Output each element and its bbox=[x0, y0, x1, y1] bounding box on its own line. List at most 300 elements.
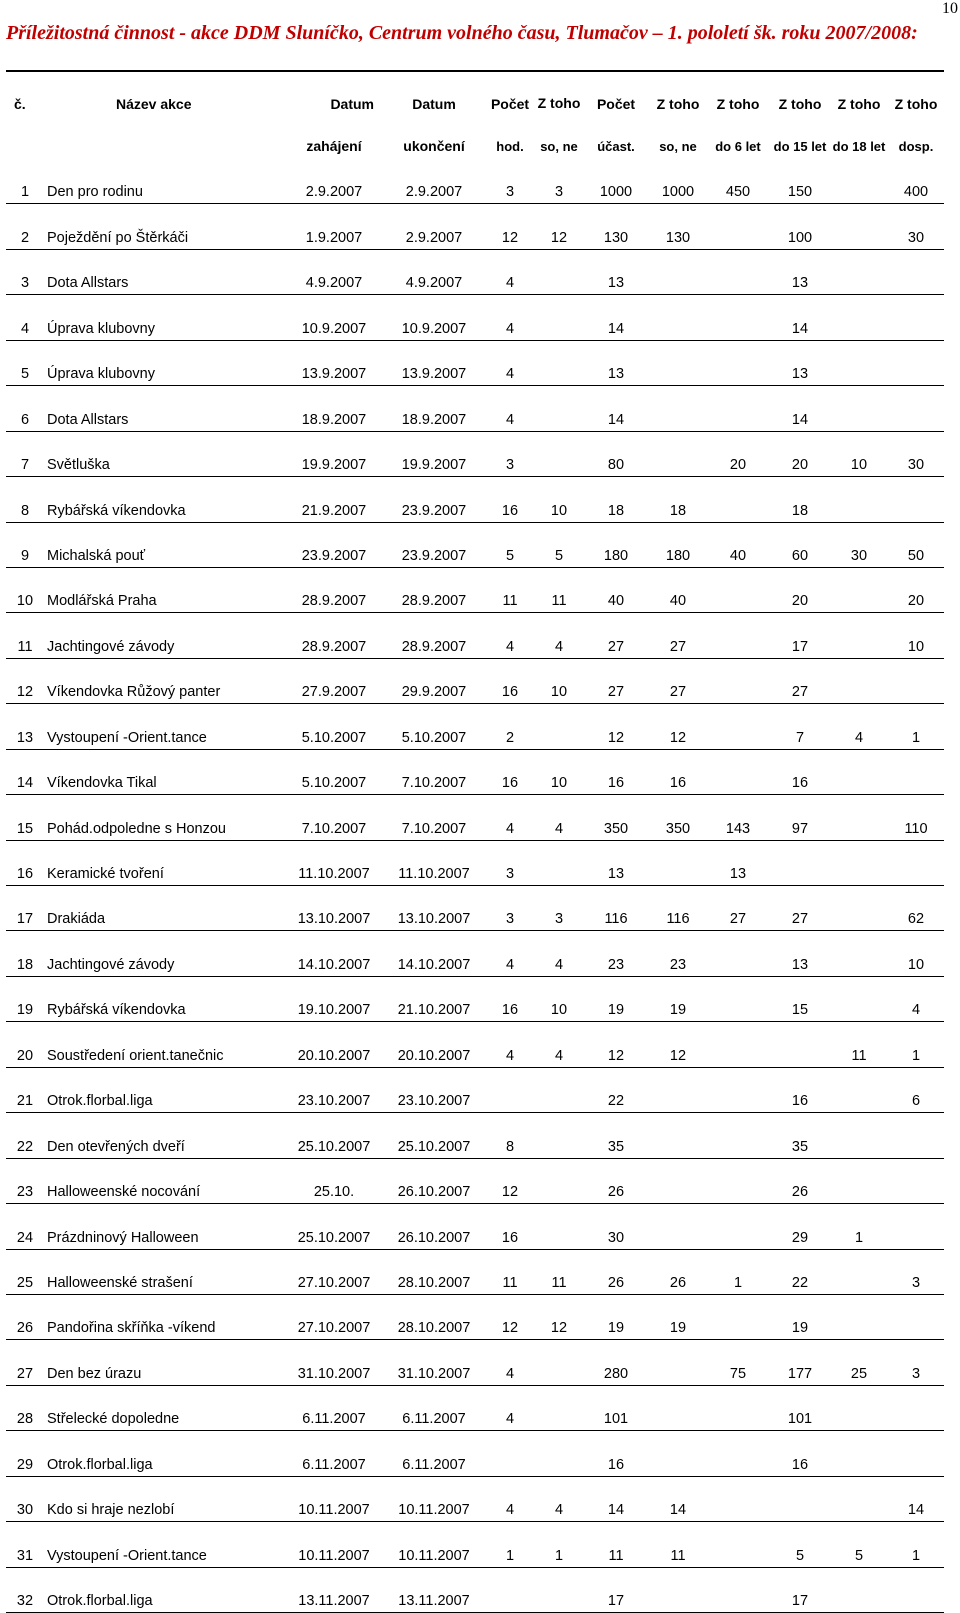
col-hours: 11 bbox=[484, 567, 536, 612]
col-weekend: 11 bbox=[536, 567, 582, 612]
col-weekend: 5 bbox=[536, 522, 582, 567]
col-under15: 101 bbox=[770, 1385, 830, 1430]
col-under18: 4 bbox=[830, 704, 888, 749]
col-start-date: 6.11.2007 bbox=[284, 1431, 384, 1476]
col-event-name: Den otevřených dveří bbox=[44, 1113, 284, 1158]
col-start-date: 27.9.2007 bbox=[284, 658, 384, 703]
header-col-under18: Z toho bbox=[830, 71, 888, 115]
col-hours: 3 bbox=[484, 431, 536, 476]
col-participants: 130 bbox=[582, 204, 650, 249]
col-start-date: 23.10.2007 bbox=[284, 1067, 384, 1112]
col-under15: 150 bbox=[770, 159, 830, 204]
col-under18 bbox=[830, 1249, 888, 1294]
header-col-event-name: Název akce bbox=[44, 71, 284, 115]
col-weekend: 4 bbox=[536, 931, 582, 976]
col-start-date: 5.10.2007 bbox=[284, 749, 384, 794]
col-weekend bbox=[536, 431, 582, 476]
col-adults bbox=[888, 658, 944, 703]
col-number: 19 bbox=[6, 976, 44, 1021]
col-hours: 8 bbox=[484, 1113, 536, 1158]
col-hours: 12 bbox=[484, 204, 536, 249]
col-adults: 14 bbox=[888, 1476, 944, 1521]
col-participants: 116 bbox=[582, 886, 650, 931]
col-adults bbox=[888, 1567, 944, 1612]
col-under6 bbox=[706, 204, 770, 249]
col-participants: 27 bbox=[582, 658, 650, 703]
col-weekend bbox=[536, 840, 582, 885]
col-event-name: Vystoupení -Orient.tance bbox=[44, 704, 284, 749]
col-adults: 20 bbox=[888, 567, 944, 612]
col-hours: 16 bbox=[484, 477, 536, 522]
col-under18 bbox=[830, 795, 888, 840]
col-participants-weekend: 40 bbox=[650, 567, 706, 612]
col-hours: 4 bbox=[484, 1340, 536, 1385]
col-number: 21 bbox=[6, 1067, 44, 1112]
col-start-date: 6.11.2007 bbox=[284, 1385, 384, 1430]
col-adults: 1 bbox=[888, 704, 944, 749]
col-weekend bbox=[536, 1113, 582, 1158]
events-table-container bbox=[6, 70, 944, 1613]
col-number: 5 bbox=[6, 340, 44, 385]
col-participants-weekend: 1000 bbox=[650, 159, 706, 204]
col-under15 bbox=[770, 1022, 830, 1067]
table-row bbox=[6, 1249, 944, 1294]
col-under6: 13 bbox=[706, 840, 770, 885]
col-event-name: Úprava klubovny bbox=[44, 295, 284, 340]
col-end-date: 28.10.2007 bbox=[384, 1294, 484, 1339]
col-adults: 3 bbox=[888, 1249, 944, 1294]
col-weekend bbox=[536, 1567, 582, 1612]
col-participants-weekend bbox=[650, 1340, 706, 1385]
col-under18 bbox=[830, 477, 888, 522]
col-event-name: Pohád.odpoledne s Honzou bbox=[44, 795, 284, 840]
col-under15: 14 bbox=[770, 295, 830, 340]
col-under6 bbox=[706, 1113, 770, 1158]
col-under6 bbox=[706, 1567, 770, 1612]
header-col-under15: do 15 let bbox=[773, 139, 827, 154]
col-event-name: Halloweenské nocování bbox=[44, 1158, 284, 1203]
col-event-name: Dota Allstars bbox=[44, 386, 284, 431]
col-number: 12 bbox=[6, 658, 44, 703]
col-under6: 20 bbox=[706, 431, 770, 476]
col-under6: 143 bbox=[706, 795, 770, 840]
col-participants: 101 bbox=[582, 1385, 650, 1430]
header-col-adults: dosp. bbox=[898, 139, 934, 154]
col-participants-weekend bbox=[650, 340, 706, 385]
col-weekend bbox=[536, 1431, 582, 1476]
col-end-date: 10.11.2007 bbox=[384, 1522, 484, 1567]
col-number: 9 bbox=[6, 522, 44, 567]
col-number: 29 bbox=[6, 1431, 44, 1476]
table-row bbox=[6, 340, 944, 385]
col-participants-weekend: 12 bbox=[650, 1022, 706, 1067]
col-weekend: 4 bbox=[536, 1476, 582, 1521]
col-start-date: 25.10.2007 bbox=[284, 1113, 384, 1158]
col-weekend: 3 bbox=[536, 159, 582, 204]
col-under18 bbox=[830, 976, 888, 1021]
col-under18 bbox=[830, 840, 888, 885]
col-start-date: 27.10.2007 bbox=[284, 1249, 384, 1294]
table-row bbox=[6, 931, 944, 976]
col-weekend: 3 bbox=[536, 886, 582, 931]
col-hours: 4 bbox=[484, 931, 536, 976]
col-end-date: 23.9.2007 bbox=[384, 522, 484, 567]
col-under18 bbox=[830, 1567, 888, 1612]
col-hours: 4 bbox=[484, 1022, 536, 1067]
col-start-date: 28.9.2007 bbox=[284, 567, 384, 612]
col-start-date: 14.10.2007 bbox=[284, 931, 384, 976]
col-under6 bbox=[706, 613, 770, 658]
col-start-date: 20.10.2007 bbox=[284, 1022, 384, 1067]
col-start-date: 10.11.2007 bbox=[284, 1522, 384, 1567]
col-number: 16 bbox=[6, 840, 44, 885]
col-under15: 26 bbox=[770, 1158, 830, 1203]
col-weekend bbox=[536, 704, 582, 749]
col-under18: 1 bbox=[830, 1204, 888, 1249]
header-col-under15: Z toho bbox=[770, 71, 830, 115]
col-adults bbox=[888, 749, 944, 794]
col-under6 bbox=[706, 658, 770, 703]
col-participants-weekend: 14 bbox=[650, 1476, 706, 1521]
col-under6: 1 bbox=[706, 1249, 770, 1294]
col-number: 10 bbox=[6, 567, 44, 612]
col-adults: 4 bbox=[888, 976, 944, 1021]
col-adults bbox=[888, 477, 944, 522]
col-under15: 97 bbox=[770, 795, 830, 840]
col-event-name: Úprava klubovny bbox=[44, 340, 284, 385]
table-row bbox=[6, 749, 944, 794]
col-under18 bbox=[830, 658, 888, 703]
col-participants-weekend bbox=[650, 1158, 706, 1203]
col-participants: 16 bbox=[582, 749, 650, 794]
col-weekend bbox=[536, 1067, 582, 1112]
table-row bbox=[6, 1522, 944, 1567]
col-number: 17 bbox=[6, 886, 44, 931]
table-row bbox=[6, 1385, 944, 1430]
col-under15: 27 bbox=[770, 886, 830, 931]
col-participants-weekend: 26 bbox=[650, 1249, 706, 1294]
events-table bbox=[6, 70, 944, 1613]
col-adults: 30 bbox=[888, 431, 944, 476]
col-participants: 14 bbox=[582, 1476, 650, 1521]
col-adults bbox=[888, 295, 944, 340]
col-start-date: 28.9.2007 bbox=[284, 613, 384, 658]
col-adults: 1 bbox=[888, 1522, 944, 1567]
col-under15: 17 bbox=[770, 1567, 830, 1612]
col-end-date: 6.11.2007 bbox=[384, 1431, 484, 1476]
col-participants-weekend: 180 bbox=[650, 522, 706, 567]
col-end-date: 13.11.2007 bbox=[384, 1567, 484, 1612]
col-end-date: 29.9.2007 bbox=[384, 658, 484, 703]
col-under6 bbox=[706, 340, 770, 385]
col-event-name: Otrok.florbal.liga bbox=[44, 1431, 284, 1476]
col-event-name: Jachtingové závody bbox=[44, 613, 284, 658]
col-number: 11 bbox=[6, 613, 44, 658]
col-start-date: 13.10.2007 bbox=[284, 886, 384, 931]
col-under18 bbox=[830, 567, 888, 612]
col-end-date: 28.9.2007 bbox=[384, 567, 484, 612]
header-col-under6: do 6 let bbox=[715, 139, 761, 154]
col-participants: 40 bbox=[582, 567, 650, 612]
col-event-name: Víkendovka Růžový panter bbox=[44, 658, 284, 703]
col-participants: 26 bbox=[582, 1249, 650, 1294]
col-under15: 100 bbox=[770, 204, 830, 249]
col-event-name: Halloweenské strašení bbox=[44, 1249, 284, 1294]
col-under15: 16 bbox=[770, 1067, 830, 1112]
col-hours: 4 bbox=[484, 295, 536, 340]
col-participants: 26 bbox=[582, 1158, 650, 1203]
table-row bbox=[6, 1340, 944, 1385]
col-hours bbox=[484, 1567, 536, 1612]
col-adults: 400 bbox=[888, 159, 944, 204]
col-event-name: Poježdění po Štěrkáči bbox=[44, 204, 284, 249]
table-row bbox=[6, 431, 944, 476]
col-participants: 23 bbox=[582, 931, 650, 976]
col-end-date: 26.10.2007 bbox=[384, 1204, 484, 1249]
col-end-date: 6.11.2007 bbox=[384, 1385, 484, 1430]
col-hours: 4 bbox=[484, 340, 536, 385]
col-event-name: Drakiáda bbox=[44, 886, 284, 931]
col-weekend bbox=[536, 1340, 582, 1385]
col-participants-weekend bbox=[650, 295, 706, 340]
col-weekend: 4 bbox=[536, 795, 582, 840]
header-col-adults: Z toho bbox=[888, 71, 944, 115]
col-hours: 3 bbox=[484, 886, 536, 931]
col-under18 bbox=[830, 931, 888, 976]
col-participants-weekend bbox=[650, 249, 706, 294]
col-under15: 19 bbox=[770, 1294, 830, 1339]
col-under6 bbox=[706, 976, 770, 1021]
col-hours: 2 bbox=[484, 704, 536, 749]
col-hours: 16 bbox=[484, 749, 536, 794]
col-number: 20 bbox=[6, 1022, 44, 1067]
header-col-hours: Počet bbox=[484, 71, 536, 115]
col-under15: 7 bbox=[770, 704, 830, 749]
col-under18 bbox=[830, 1158, 888, 1203]
col-start-date: 25.10.2007 bbox=[284, 1204, 384, 1249]
header-col-participants: Počet bbox=[582, 71, 650, 115]
col-participants-weekend bbox=[650, 431, 706, 476]
col-under15: 177 bbox=[770, 1340, 830, 1385]
table-row bbox=[6, 295, 944, 340]
col-hours: 16 bbox=[484, 976, 536, 1021]
col-weekend bbox=[536, 295, 582, 340]
table-header-row bbox=[6, 115, 944, 159]
col-hours: 4 bbox=[484, 1385, 536, 1430]
table-row bbox=[6, 1204, 944, 1249]
table-row bbox=[6, 840, 944, 885]
col-start-date: 18.9.2007 bbox=[284, 386, 384, 431]
col-end-date: 19.9.2007 bbox=[384, 431, 484, 476]
header-col-start-date: Datum bbox=[284, 71, 384, 115]
col-start-date: 19.10.2007 bbox=[284, 976, 384, 1021]
col-under15: 15 bbox=[770, 976, 830, 1021]
col-under15: 16 bbox=[770, 1431, 830, 1476]
table-row bbox=[6, 204, 944, 249]
col-end-date: 20.10.2007 bbox=[384, 1022, 484, 1067]
col-under15: 29 bbox=[770, 1204, 830, 1249]
col-participants-weekend: 23 bbox=[650, 931, 706, 976]
col-event-name: Jachtingové závody bbox=[44, 931, 284, 976]
col-event-name: Soustředení orient.tanečnic bbox=[44, 1022, 284, 1067]
header-col-end-date: ukončení bbox=[403, 138, 465, 154]
col-weekend: 4 bbox=[536, 1022, 582, 1067]
col-participants: 80 bbox=[582, 431, 650, 476]
col-adults bbox=[888, 1385, 944, 1430]
col-adults bbox=[888, 840, 944, 885]
table-row bbox=[6, 1294, 944, 1339]
col-end-date: 28.10.2007 bbox=[384, 1249, 484, 1294]
col-under6 bbox=[706, 1158, 770, 1203]
col-weekend: 11 bbox=[536, 1249, 582, 1294]
col-under18 bbox=[830, 204, 888, 249]
col-number: 13 bbox=[6, 704, 44, 749]
col-hours: 5 bbox=[484, 522, 536, 567]
col-participants: 22 bbox=[582, 1067, 650, 1112]
col-number: 4 bbox=[6, 295, 44, 340]
col-event-name: Vystoupení -Orient.tance bbox=[44, 1522, 284, 1567]
table-row bbox=[6, 249, 944, 294]
col-hours: 4 bbox=[484, 795, 536, 840]
col-under6 bbox=[706, 295, 770, 340]
col-under18 bbox=[830, 159, 888, 204]
col-weekend: 4 bbox=[536, 613, 582, 658]
col-under15: 20 bbox=[770, 431, 830, 476]
col-under6: 27 bbox=[706, 886, 770, 931]
col-under6 bbox=[706, 386, 770, 431]
col-end-date: 13.10.2007 bbox=[384, 886, 484, 931]
col-under15: 5 bbox=[770, 1522, 830, 1567]
col-event-name: Michalská pouť bbox=[44, 522, 284, 567]
col-adults: 110 bbox=[888, 795, 944, 840]
col-participants-weekend: 350 bbox=[650, 795, 706, 840]
col-under15: 20 bbox=[770, 567, 830, 612]
col-participants: 16 bbox=[582, 1431, 650, 1476]
col-under6 bbox=[706, 749, 770, 794]
col-weekend bbox=[536, 386, 582, 431]
col-participants: 27 bbox=[582, 613, 650, 658]
col-start-date: 2.9.2007 bbox=[284, 159, 384, 204]
header-col-number: č. bbox=[6, 71, 44, 115]
col-under15: 13 bbox=[770, 931, 830, 976]
col-number: 28 bbox=[6, 1385, 44, 1430]
col-weekend: 10 bbox=[536, 658, 582, 703]
col-participants: 17 bbox=[582, 1567, 650, 1612]
col-under18 bbox=[830, 386, 888, 431]
col-under18 bbox=[830, 1113, 888, 1158]
col-participants-weekend: 116 bbox=[650, 886, 706, 931]
col-under15: 16 bbox=[770, 749, 830, 794]
col-participants: 12 bbox=[582, 1022, 650, 1067]
col-end-date: 7.10.2007 bbox=[384, 749, 484, 794]
col-start-date: 19.9.2007 bbox=[284, 431, 384, 476]
col-end-date: 14.10.2007 bbox=[384, 931, 484, 976]
col-weekend: 10 bbox=[536, 477, 582, 522]
header-col-participants: účast. bbox=[597, 139, 635, 154]
col-under15: 13 bbox=[770, 340, 830, 385]
col-event-name: Modlářská Praha bbox=[44, 567, 284, 612]
col-number: 1 bbox=[6, 159, 44, 204]
col-weekend bbox=[536, 1204, 582, 1249]
col-participants: 350 bbox=[582, 795, 650, 840]
col-under18: 5 bbox=[830, 1522, 888, 1567]
col-end-date: 5.10.2007 bbox=[384, 704, 484, 749]
col-participants-weekend: 130 bbox=[650, 204, 706, 249]
table-body bbox=[6, 71, 944, 1613]
col-event-name: Rybářská víkendovka bbox=[44, 976, 284, 1021]
col-event-name: Keramické tvoření bbox=[44, 840, 284, 885]
col-adults bbox=[888, 1431, 944, 1476]
col-weekend: 12 bbox=[536, 1294, 582, 1339]
col-hours: 1 bbox=[484, 1522, 536, 1567]
col-under6 bbox=[706, 1294, 770, 1339]
col-end-date: 2.9.2007 bbox=[384, 159, 484, 204]
col-hours: 16 bbox=[484, 1204, 536, 1249]
col-number: 31 bbox=[6, 1522, 44, 1567]
col-event-name: Den bez úrazu bbox=[44, 1340, 284, 1385]
col-adults: 10 bbox=[888, 931, 944, 976]
col-participants-weekend: 19 bbox=[650, 976, 706, 1021]
col-under6 bbox=[706, 249, 770, 294]
table-row bbox=[6, 477, 944, 522]
col-adults: 50 bbox=[888, 522, 944, 567]
col-under6 bbox=[706, 1476, 770, 1521]
col-number: 22 bbox=[6, 1113, 44, 1158]
col-under18 bbox=[830, 1476, 888, 1521]
col-participants-weekend: 16 bbox=[650, 749, 706, 794]
col-hours: 4 bbox=[484, 613, 536, 658]
col-under6 bbox=[706, 1067, 770, 1112]
col-adults bbox=[888, 386, 944, 431]
col-under18: 10 bbox=[830, 431, 888, 476]
col-end-date: 13.9.2007 bbox=[384, 340, 484, 385]
col-under6 bbox=[706, 477, 770, 522]
col-hours: 11 bbox=[484, 1249, 536, 1294]
col-under18 bbox=[830, 613, 888, 658]
col-number: 23 bbox=[6, 1158, 44, 1203]
col-end-date: 2.9.2007 bbox=[384, 204, 484, 249]
table-row bbox=[6, 704, 944, 749]
col-end-date: 26.10.2007 bbox=[384, 1158, 484, 1203]
header-col-number bbox=[6, 115, 44, 159]
col-participants-weekend: 11 bbox=[650, 1522, 706, 1567]
col-participants: 14 bbox=[582, 386, 650, 431]
col-participants-weekend: 27 bbox=[650, 658, 706, 703]
table-row bbox=[6, 522, 944, 567]
col-under6 bbox=[706, 1385, 770, 1430]
col-start-date: 7.10.2007 bbox=[284, 795, 384, 840]
col-start-date: 13.9.2007 bbox=[284, 340, 384, 385]
col-end-date: 28.9.2007 bbox=[384, 613, 484, 658]
col-under18 bbox=[830, 886, 888, 931]
table-row bbox=[6, 613, 944, 658]
table-row bbox=[6, 1022, 944, 1067]
col-number: 15 bbox=[6, 795, 44, 840]
col-under6 bbox=[706, 931, 770, 976]
col-number: 30 bbox=[6, 1476, 44, 1521]
col-participants-weekend bbox=[650, 1204, 706, 1249]
col-hours bbox=[484, 1431, 536, 1476]
col-end-date: 23.9.2007 bbox=[384, 477, 484, 522]
col-under15: 17 bbox=[770, 613, 830, 658]
header-col-event-name bbox=[44, 115, 284, 159]
col-under6 bbox=[706, 1522, 770, 1567]
header-col-end-date: Datum bbox=[384, 71, 484, 115]
col-event-name: Otrok.florbal.liga bbox=[44, 1067, 284, 1112]
col-under6 bbox=[706, 704, 770, 749]
col-under6 bbox=[706, 1431, 770, 1476]
table-row bbox=[6, 1067, 944, 1112]
